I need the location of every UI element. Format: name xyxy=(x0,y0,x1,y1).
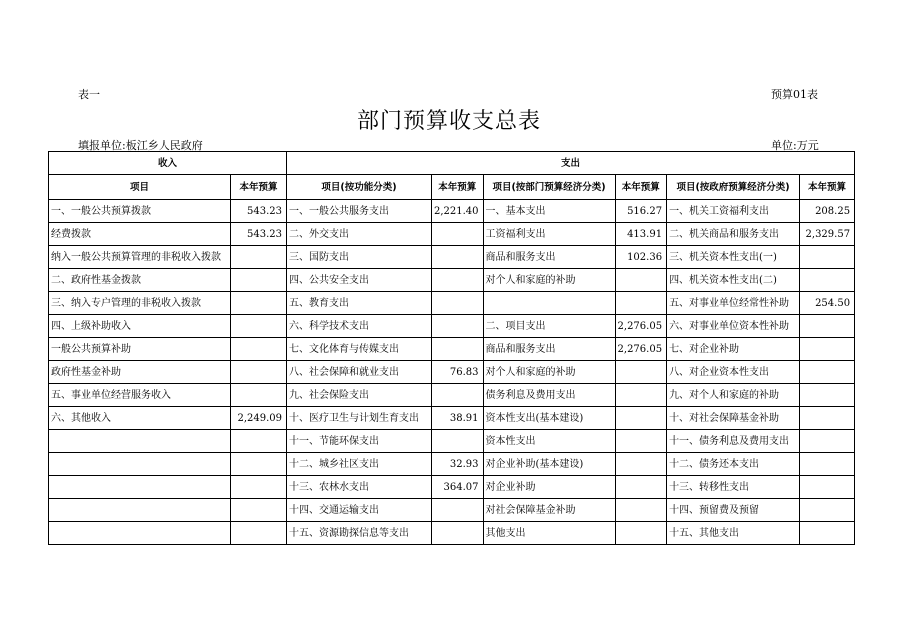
function-item-cell: 七、文化体育与传媒支出 xyxy=(287,338,432,361)
gov-econ-item-cell: 八、对企业资本性支出 xyxy=(667,361,800,384)
dept-econ-amount-cell: 2,276.05 xyxy=(615,338,667,361)
income-amount-cell xyxy=(231,269,287,292)
income-item-header: 项目 xyxy=(49,175,231,200)
gov-econ-item-cell: 十一、债务利息及费用支出 xyxy=(667,430,800,453)
gov-econ-amount-cell: 254.50 xyxy=(800,292,855,315)
gov-econ-item-cell: 一、机关工资福利支出 xyxy=(667,200,800,223)
income-item-cell: 五、事业单位经营服务收入 xyxy=(49,384,231,407)
income-amount-cell xyxy=(231,338,287,361)
income-amount-header: 本年预算 xyxy=(231,175,287,200)
table-row xyxy=(49,476,855,499)
income-item-cell: 四、上级补助收入 xyxy=(49,315,231,338)
gov-econ-item-cell: 四、机关资本性支出(二) xyxy=(667,269,800,292)
page-title: 部门预算收支总表 xyxy=(356,109,541,134)
dept-econ-amount-header: 本年预算 xyxy=(615,175,667,200)
function-amount-header: 本年预算 xyxy=(432,175,484,200)
table-row xyxy=(49,361,855,384)
income-amount-cell xyxy=(231,315,287,338)
income-amount-cell xyxy=(231,246,287,269)
function-amount-cell xyxy=(432,430,484,453)
dept-econ-item-cell: 资本性支出(基本建设) xyxy=(483,407,615,430)
function-amount-cell: 364.07 xyxy=(432,476,484,499)
function-amount-cell: 2,221.40 xyxy=(432,200,484,223)
gov-econ-amount-cell xyxy=(800,453,855,476)
budget-summary-table xyxy=(48,151,855,545)
dept-econ-item-cell: 一、基本支出 xyxy=(483,200,615,223)
budget-form-number: 预算01表 xyxy=(771,88,818,101)
income-item-cell: 纳入一般公共预算管理的非税收入拨款 xyxy=(49,246,231,269)
function-item-cell: 五、教育支出 xyxy=(287,292,432,315)
reporting-unit: 填报单位:板江乡人民政府 xyxy=(78,139,203,152)
income-item-cell xyxy=(49,453,231,476)
gov-econ-item-cell: 五、对事业单位经常性补助 xyxy=(667,292,800,315)
income-item-cell xyxy=(49,430,231,453)
function-item-cell: 二、外交支出 xyxy=(287,223,432,246)
function-amount-cell xyxy=(432,223,484,246)
function-amount-cell: 76.83 xyxy=(432,361,484,384)
gov-econ-item-cell: 六、对事业单位资本性补助 xyxy=(667,315,800,338)
dept-econ-item-cell: 对企业补助 xyxy=(483,476,615,499)
expense-section-header: 支出 xyxy=(287,152,855,175)
function-amount-cell xyxy=(432,384,484,407)
dept-econ-item-cell: 对个人和家庭的补助 xyxy=(483,269,615,292)
dept-econ-item-cell: 商品和服务支出 xyxy=(483,338,615,361)
gov-econ-amount-cell: 2,329.57 xyxy=(800,223,855,246)
gov-econ-item-cell: 十三、转移性支出 xyxy=(667,476,800,499)
function-item-cell: 九、社会保险支出 xyxy=(287,384,432,407)
gov-econ-amount-cell xyxy=(800,361,855,384)
gov-econ-item-cell: 十四、预留费及预留 xyxy=(667,499,800,522)
gov-econ-amount-cell xyxy=(800,384,855,407)
function-item-header: 项目(按功能分类) xyxy=(287,175,432,200)
income-item-cell: 一般公共预算补助 xyxy=(49,338,231,361)
income-amount-cell xyxy=(231,522,287,545)
function-amount-cell xyxy=(432,522,484,545)
function-amount-cell xyxy=(432,338,484,361)
gov-econ-item-cell: 三、机关资本性支出(一) xyxy=(667,246,800,269)
income-item-cell: 六、其他收入 xyxy=(49,407,231,430)
function-amount-cell xyxy=(432,315,484,338)
gov-econ-item-cell: 九、对个人和家庭的补助 xyxy=(667,384,800,407)
dept-econ-amount-cell xyxy=(615,522,667,545)
gov-econ-item-cell: 十二、债务还本支出 xyxy=(667,453,800,476)
dept-econ-item-cell: 商品和服务支出 xyxy=(483,246,615,269)
function-amount-cell xyxy=(432,269,484,292)
income-amount-cell xyxy=(231,384,287,407)
table-row xyxy=(49,499,855,522)
gov-econ-item-cell: 十五、其他支出 xyxy=(667,522,800,545)
function-amount-cell xyxy=(432,246,484,269)
table-row xyxy=(49,407,855,430)
dept-econ-item-cell: 对社会保障基金补助 xyxy=(483,499,615,522)
dept-econ-amount-cell xyxy=(615,269,667,292)
dept-econ-amount-cell xyxy=(615,292,667,315)
dept-econ-item-cell: 二、项目支出 xyxy=(483,315,615,338)
gov-econ-amount-cell xyxy=(800,430,855,453)
dept-econ-item-cell: 对个人和家庭的补助 xyxy=(483,361,615,384)
function-item-cell: 六、科学技术支出 xyxy=(287,315,432,338)
gov-econ-item-cell: 二、机关商品和服务支出 xyxy=(667,223,800,246)
gov-econ-amount-cell xyxy=(800,315,855,338)
function-item-cell: 十一、节能环保支出 xyxy=(287,430,432,453)
gov-econ-amount-cell xyxy=(800,522,855,545)
table-row xyxy=(49,315,855,338)
income-amount-cell: 2,249.09 xyxy=(231,407,287,430)
dept-econ-amount-cell xyxy=(615,361,667,384)
income-amount-cell xyxy=(231,499,287,522)
gov-econ-amount-cell xyxy=(800,338,855,361)
dept-econ-item-cell: 对企业补助(基本建设) xyxy=(483,453,615,476)
income-section-header: 收入 xyxy=(49,152,287,175)
table-row xyxy=(49,246,855,269)
function-item-cell: 十三、农林水支出 xyxy=(287,476,432,499)
function-item-cell: 十四、交通运输支出 xyxy=(287,499,432,522)
dept-econ-amount-cell xyxy=(615,476,667,499)
gov-econ-amount-cell: 208.25 xyxy=(800,200,855,223)
dept-econ-amount-cell: 413.91 xyxy=(615,223,667,246)
dept-econ-item-header: 项目(按部门预算经济分类) xyxy=(483,175,615,200)
table-row xyxy=(49,522,855,545)
gov-econ-item-cell: 十、对社会保障基金补助 xyxy=(667,407,800,430)
function-amount-cell: 32.93 xyxy=(432,453,484,476)
section-header-row xyxy=(49,152,855,175)
income-item-cell: 二、政府性基金拨款 xyxy=(49,269,231,292)
income-amount-cell: 543.23 xyxy=(231,223,287,246)
function-item-cell: 八、社会保障和就业支出 xyxy=(287,361,432,384)
gov-econ-amount-cell xyxy=(800,476,855,499)
income-item-cell: 经费拨款 xyxy=(49,223,231,246)
dept-econ-amount-cell xyxy=(615,407,667,430)
income-item-cell: 政府性基金补助 xyxy=(49,361,231,384)
table-row xyxy=(49,292,855,315)
income-amount-cell xyxy=(231,430,287,453)
dept-econ-amount-cell xyxy=(615,384,667,407)
dept-econ-amount-cell xyxy=(615,430,667,453)
gov-econ-amount-header: 本年预算 xyxy=(800,175,855,200)
gov-econ-item-header: 项目(按政府预算经济分类) xyxy=(667,175,800,200)
dept-econ-item-cell: 工资福利支出 xyxy=(483,223,615,246)
table-row xyxy=(49,453,855,476)
function-amount-cell xyxy=(432,292,484,315)
function-item-cell: 十五、资源勘探信息等支出 xyxy=(287,522,432,545)
dept-econ-item-cell xyxy=(483,292,615,315)
function-item-cell: 十、医疗卫生与计划生育支出 xyxy=(287,407,432,430)
table-number: 表一 xyxy=(78,88,100,101)
dept-econ-amount-cell xyxy=(615,499,667,522)
income-amount-cell xyxy=(231,453,287,476)
gov-econ-amount-cell xyxy=(800,269,855,292)
gov-econ-amount-cell xyxy=(800,407,855,430)
table-row xyxy=(49,269,855,292)
dept-econ-item-cell: 债务利息及费用支出 xyxy=(483,384,615,407)
income-amount-cell xyxy=(231,292,287,315)
dept-econ-item-cell: 资本性支出 xyxy=(483,430,615,453)
dept-econ-amount-cell: 516.27 xyxy=(615,200,667,223)
function-item-cell: 一、一般公共服务支出 xyxy=(287,200,432,223)
table-row xyxy=(49,223,855,246)
gov-econ-item-cell: 七、对企业补助 xyxy=(667,338,800,361)
table-row xyxy=(49,200,855,223)
dept-econ-amount-cell: 2,276.05 xyxy=(615,315,667,338)
gov-econ-amount-cell xyxy=(800,499,855,522)
function-item-cell: 三、国防支出 xyxy=(287,246,432,269)
dept-econ-amount-cell: 102.36 xyxy=(615,246,667,269)
income-item-cell xyxy=(49,476,231,499)
income-amount-cell xyxy=(231,476,287,499)
table-row xyxy=(49,430,855,453)
currency-unit: 单位:万元 xyxy=(771,139,819,152)
function-item-cell: 四、公共安全支出 xyxy=(287,269,432,292)
income-item-cell: 一、一般公共预算拨款 xyxy=(49,200,231,223)
income-amount-cell xyxy=(231,361,287,384)
dept-econ-item-cell: 其他支出 xyxy=(483,522,615,545)
function-item-cell: 十二、城乡社区支出 xyxy=(287,453,432,476)
function-amount-cell xyxy=(432,499,484,522)
income-amount-cell: 543.23 xyxy=(231,200,287,223)
table-row xyxy=(49,338,855,361)
income-item-cell: 三、纳入专户管理的非税收入拨款 xyxy=(49,292,231,315)
gov-econ-amount-cell xyxy=(800,246,855,269)
dept-econ-amount-cell xyxy=(615,453,667,476)
income-item-cell xyxy=(49,522,231,545)
income-item-cell xyxy=(49,499,231,522)
column-header-row xyxy=(49,175,855,200)
table-row xyxy=(49,384,855,407)
function-amount-cell: 38.91 xyxy=(432,407,484,430)
